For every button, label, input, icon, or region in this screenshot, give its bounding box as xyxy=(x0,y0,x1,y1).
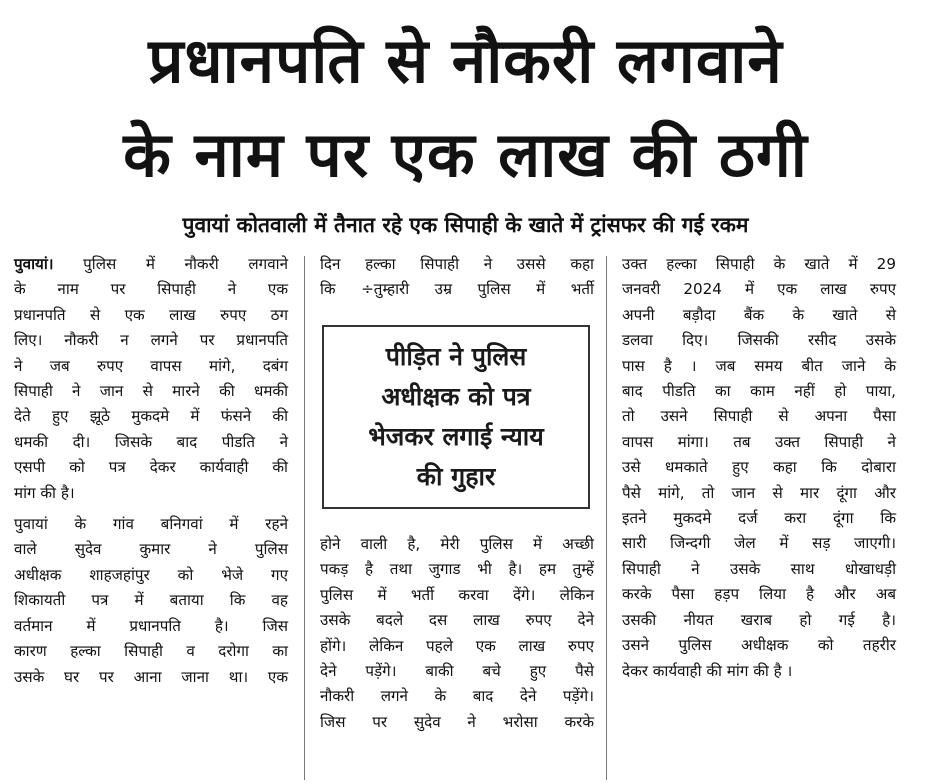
article-line: सिपाही ने जान से मारने की धमकी xyxy=(14,382,288,401)
highlight-line: अधीक्षक को पत्र xyxy=(381,382,531,411)
article-line: बाद पीडति का काम नहीं हो पाया, xyxy=(622,382,896,401)
article-column-2-top xyxy=(320,252,594,303)
article-line: कारण हल्का सिपाही व दरोगा का xyxy=(14,642,288,661)
article-column-2-bottom xyxy=(320,532,594,735)
article-line: पुवायां। पुलिस में नौकरी लगवाने xyxy=(14,255,288,273)
article-line: उसकी नीयत खराब हो गई है। xyxy=(622,610,896,629)
article-line: उसने पुलिस अधीक्षक को तहरीर xyxy=(622,636,896,655)
article-line: देते हुए झूठे मुकदमे में फंसने की xyxy=(14,407,288,426)
article-line: शिकायती पत्र में बताया कि वह xyxy=(14,591,288,610)
article-line: धमकी दी। जिसके बाद पीडति ने xyxy=(14,432,288,451)
article-column-3 xyxy=(622,252,896,684)
article-line: दिन हल्का सिपाही ने उससे कहा xyxy=(320,255,594,273)
article-line: कि ÷तुम्हारी उम्र पुलिस में भर्ती xyxy=(320,280,594,299)
article-line: डलवा दिए। जिसकी रसीद उसके xyxy=(622,331,896,350)
article-line: पुलिस में भर्ती करवा देंगे। लेकिन xyxy=(320,585,594,604)
highlight-line: की गुहार xyxy=(416,462,496,491)
article-line: मांग की है। xyxy=(14,483,75,502)
article-line: वाले सुदेव कुमार ने पुलिस xyxy=(14,540,288,559)
article-line: लिए। नौकरी न लगने पर प्रधानपति xyxy=(14,331,288,350)
article-line: एसपी को पत्र देकर कार्यवाही की xyxy=(14,458,288,477)
headline-line-1: प्रधानपति से नौकरी लगवाने xyxy=(148,24,783,97)
article-line: वापस मांगा। तब उक्त सिपाही ने xyxy=(622,432,896,451)
article-line: उसके बदले दस लाख रुपए देने xyxy=(320,611,594,630)
article-line: पैसे मांगे, तो जान से मार दूंगा और xyxy=(622,483,896,502)
article-line: उक्त हल्का सिपाही के खाते में 29 xyxy=(622,255,896,273)
article-line: के नाम पर सिपाही ने एक xyxy=(14,280,288,299)
article-line: पास है । जब समय बीत जाने के xyxy=(622,356,896,375)
dateline: पुवायां। xyxy=(14,255,54,273)
article-line: ने जब रुपए वापस मांगे, दबंग xyxy=(14,356,288,375)
article-line: देकर कार्यवाही की मांग की है । xyxy=(622,661,793,680)
highlight-line: पीड़ित ने पुलिस xyxy=(385,342,527,371)
article-line: होने वाली है, मेरी पुलिस में अच्छी xyxy=(320,535,594,553)
article-line: उसके घर पर आना जाना था। एक xyxy=(14,667,288,686)
article-line: इतने मुकदमे दर्ज करा दूंगा कि xyxy=(622,509,896,528)
article-line: पकड़ है तथा जुगाड भी है। हम तुम्हें xyxy=(320,560,594,579)
article-line: नौकरी लगने के बाद देने पड़ेंगे। xyxy=(320,687,594,706)
article-line: प्रधानपति से एक लाख रुपए ठग xyxy=(14,305,288,324)
article-line: उसे धमकाते हुए कहा कि दोबारा xyxy=(622,458,896,477)
article-line: अपनी बड़ौदा बैंक के खाते से xyxy=(622,305,896,324)
article-line: जिस पर सुदेव ने भरोसा करके xyxy=(320,712,594,731)
column-divider xyxy=(304,256,305,780)
subheadline: पुवायां कोतवाली में तैनात रहे एक सिपाही के खाते में ट्रांसफर की गई रकम xyxy=(182,213,749,237)
highlight-box xyxy=(322,325,590,509)
article-line: होंगे। लेकिन पहले एक लाख रुपए xyxy=(320,636,594,655)
article-line: पुवायां के गांव बनिगवां में रहने xyxy=(14,515,288,534)
article-line: वर्तमान में प्रधानपति है। जिस xyxy=(14,616,288,635)
article-line: सिपाही ने उसके साथ धोखाधड़ी xyxy=(622,559,896,578)
article-line: तो उसने सिपाही से अपना पैसा xyxy=(622,407,896,426)
article-line: करके पैसा हड़प लिया है और अब xyxy=(622,585,896,604)
article-line: अधीक्षक शाहजहांपुर को भेजे गए xyxy=(14,565,288,584)
highlight-line: भेजकर लगाई न्याय xyxy=(368,422,544,451)
article-line: जनवरी 2024 में एक लाख रुपए xyxy=(622,280,896,299)
article-column-1 xyxy=(14,252,288,690)
article-line: सारी जिन्दगी जेल में सड़ जाएगी। xyxy=(622,534,896,553)
article-line: देने पड़ेंगे। बाकी बचे हुए पैसे xyxy=(320,662,594,681)
headline-line-2: के नाम पर एक लाख की ठगी xyxy=(123,118,808,191)
column-divider xyxy=(606,256,607,780)
